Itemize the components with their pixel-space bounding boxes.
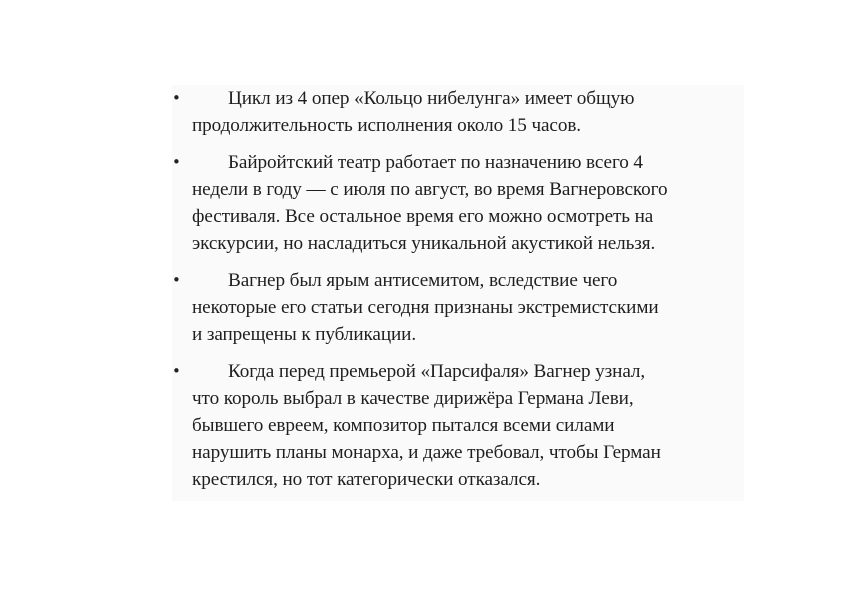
fact-line: недели в году — с июля по август, во время Вагнеровского [192,179,668,200]
bullet-icon: • [172,153,181,171]
fact-line: и запрещены к публикации. [192,324,417,345]
fact-line: фестиваля. Все остальное время его можно осмотреть на [192,206,654,227]
fact-line: что король выбрал в качестве дирижёра Германа Леви, [192,388,634,409]
bullet-icon: • [172,362,181,380]
fact-text [192,267,744,348]
fact-text [192,85,744,139]
fact-item-ring-cycle [172,85,744,139]
fact-item-bayreuth-theatre [172,149,744,257]
facts-list [172,85,744,493]
fact-item-parsifal-conductor [172,358,744,493]
fact-line: нарушить планы монарха, и даже требовал, чтобы Герман [192,442,661,463]
fact-line: бывшего евреем, композитор пытался всеми силами [192,415,615,436]
fact-line: Когда перед премьерой «Парсифаля» Вагнер узнал, [228,361,646,382]
fact-text [192,149,744,257]
fact-line: Вагнер был ярым антисемитом, вследствие чего [228,270,618,291]
fact-item-antisemitism [172,267,744,348]
bullet-icon: • [172,89,181,107]
fact-line: крестился, но тот категорически отказался. [192,469,541,490]
fact-text [192,358,744,493]
fact-line: некоторые его статьи сегодня признаны экстремистскими [192,297,659,318]
fact-line: Байройтский театр работает по назначению всего 4 [228,152,643,173]
fact-line: экскурсии, но насладиться уникальной акустикой нельзя. [192,233,656,254]
bullet-icon: • [172,271,181,289]
content-box [172,85,744,501]
fact-line: Цикл из 4 опер «Кольцо нибелунга» имеет общую [228,88,635,109]
fact-line: продолжительность исполнения около 15 часов. [192,115,581,136]
